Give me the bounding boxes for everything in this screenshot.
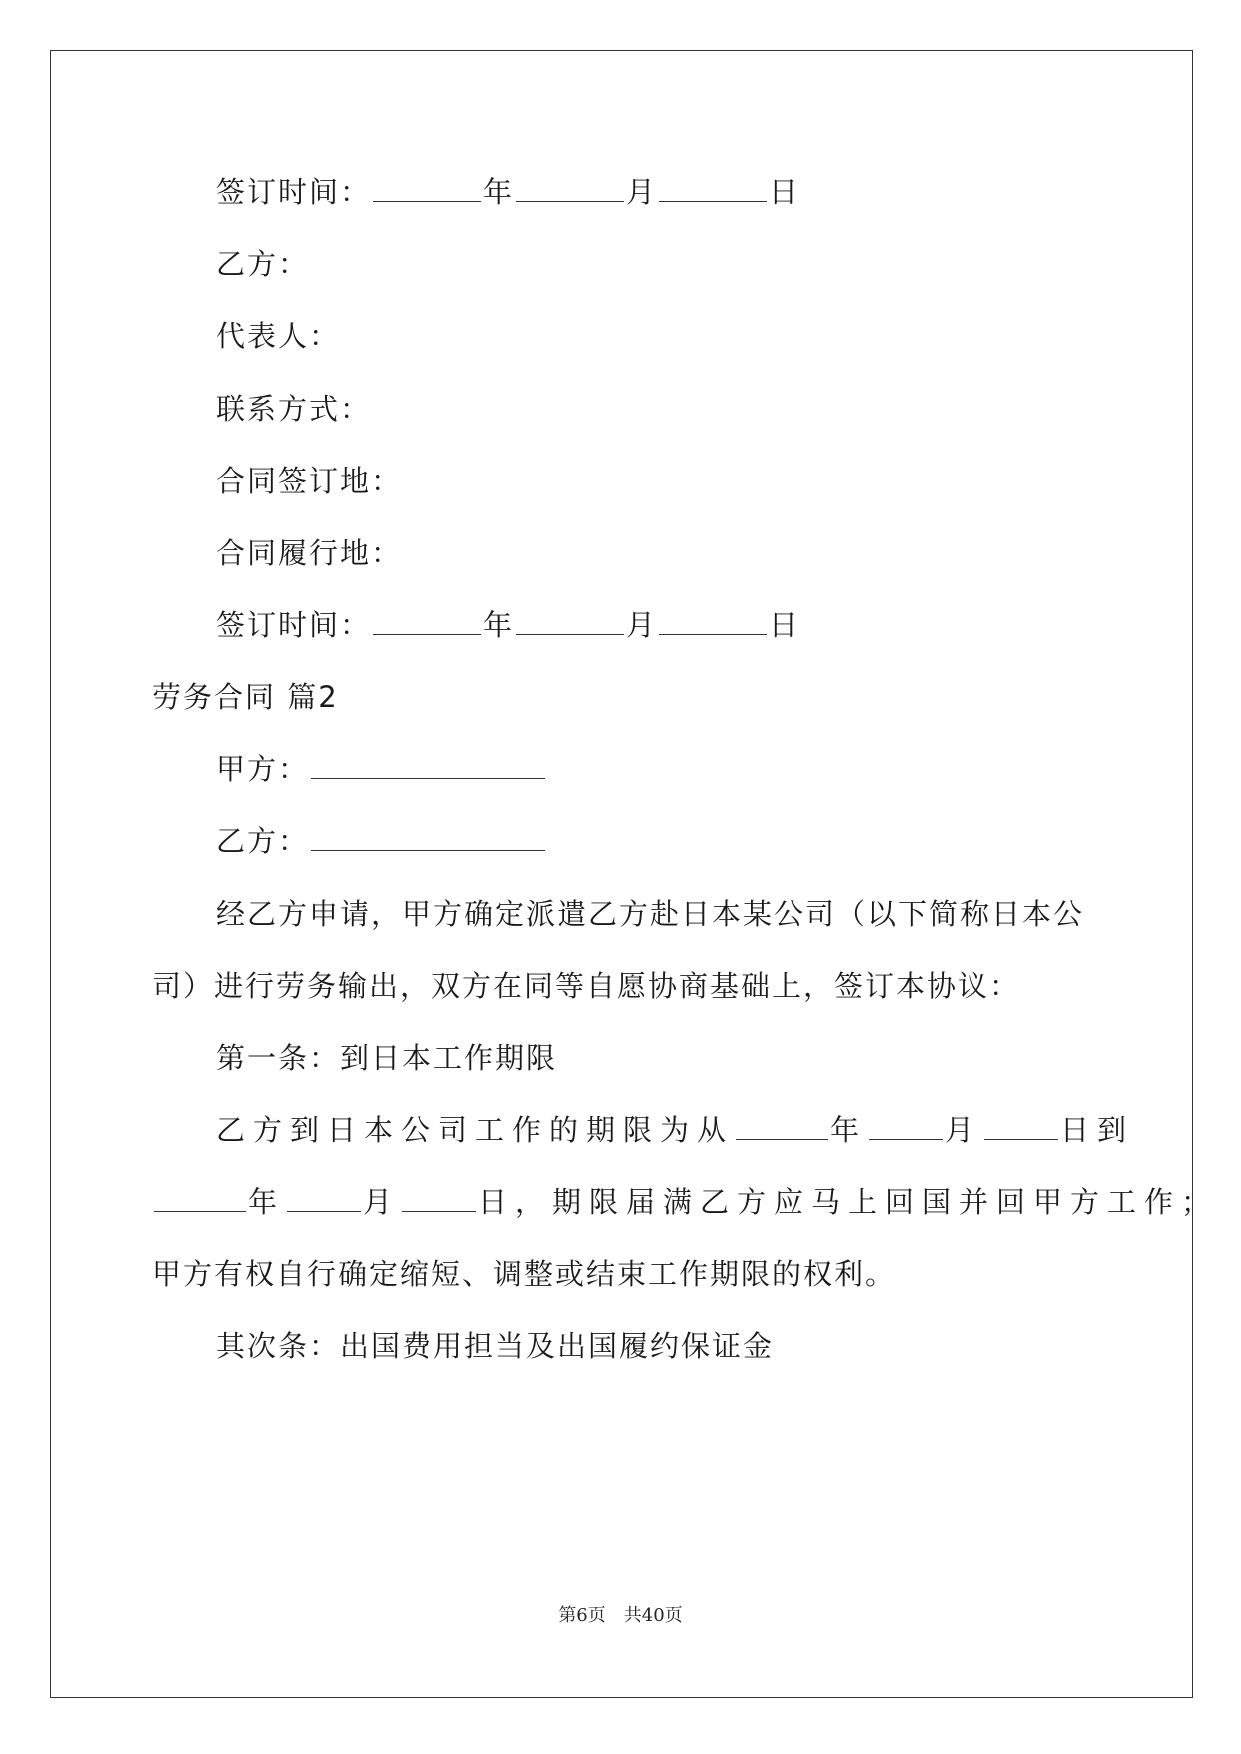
- party-a-line: [216, 749, 547, 789]
- start-day-blank: [984, 1111, 1058, 1140]
- end-day-blank: [402, 1183, 476, 1212]
- month-label: 月: [626, 175, 658, 209]
- month-label: 月: [626, 608, 658, 642]
- year-label: 年: [248, 1185, 286, 1219]
- preamble-line-1: 经乙方申请，甲方确定派遣乙方赴日本某公司（以下简称日本公: [216, 897, 1085, 931]
- start-month-blank: [869, 1111, 943, 1140]
- party-b-label: 乙方：: [216, 824, 310, 858]
- start-year-blank: [736, 1111, 828, 1140]
- signing-date-label: 签订时间：: [216, 175, 372, 209]
- representative-label: 代表人：: [216, 319, 341, 353]
- month-label: 月: [945, 1113, 983, 1147]
- day-blank: [659, 173, 767, 202]
- year-blank: [373, 606, 481, 635]
- year-blank: [373, 173, 481, 202]
- day-blank: [659, 606, 767, 635]
- party-a-label: 甲方：: [216, 752, 310, 786]
- signing-date-line-1: [216, 172, 800, 212]
- signing-date-label: 签订时间：: [216, 608, 372, 642]
- end-month-blank: [287, 1183, 361, 1212]
- section-heading: 劳务合同 篇2: [152, 680, 339, 714]
- day-to-label: 日到: [1060, 1113, 1135, 1147]
- article-1-line-1: [216, 1110, 1134, 1150]
- month-label: 月: [363, 1185, 401, 1219]
- end-year-blank: [154, 1183, 246, 1212]
- term-expiry-text: 日，期限届满乙方应马上回国并回甲方工作；: [478, 1185, 1219, 1219]
- page-number: 第6页 共40页: [558, 1605, 683, 1626]
- month-blank: [516, 173, 624, 202]
- performance-place-label: 合同履行地：: [216, 536, 403, 570]
- year-label: 年: [830, 1113, 868, 1147]
- signing-date-line-2: [216, 605, 800, 645]
- party-b-line: [216, 821, 547, 861]
- day-label: 日: [769, 175, 801, 209]
- article-2-title: 其次条：出国费用担当及出国履约保证金: [216, 1329, 775, 1363]
- signing-place-label: 合同签订地：: [216, 464, 403, 498]
- year-label: 年: [483, 608, 515, 642]
- article-1-line-3: 甲方有权自行确定缩短、调整或结束工作期限的权利。: [152, 1257, 897, 1291]
- month-blank: [516, 606, 624, 635]
- day-label: 日: [769, 608, 801, 642]
- article-1-title: 第一条：到日本工作期限: [216, 1041, 558, 1075]
- party-b-blank: [311, 822, 545, 851]
- page-border: [50, 50, 1193, 1698]
- year-label: 年: [483, 175, 515, 209]
- contact-label: 联系方式：: [216, 392, 372, 426]
- party-a-blank: [311, 750, 545, 779]
- preamble-line-2: 司）进行劳务输出，双方在同等自愿协商基础上，签订本协议：: [152, 969, 1021, 1003]
- party-b-label: 乙方：: [216, 247, 310, 281]
- article-1-line-2: [152, 1182, 1218, 1222]
- term-text: 乙方到日本公司工作的期限为从: [216, 1113, 735, 1147]
